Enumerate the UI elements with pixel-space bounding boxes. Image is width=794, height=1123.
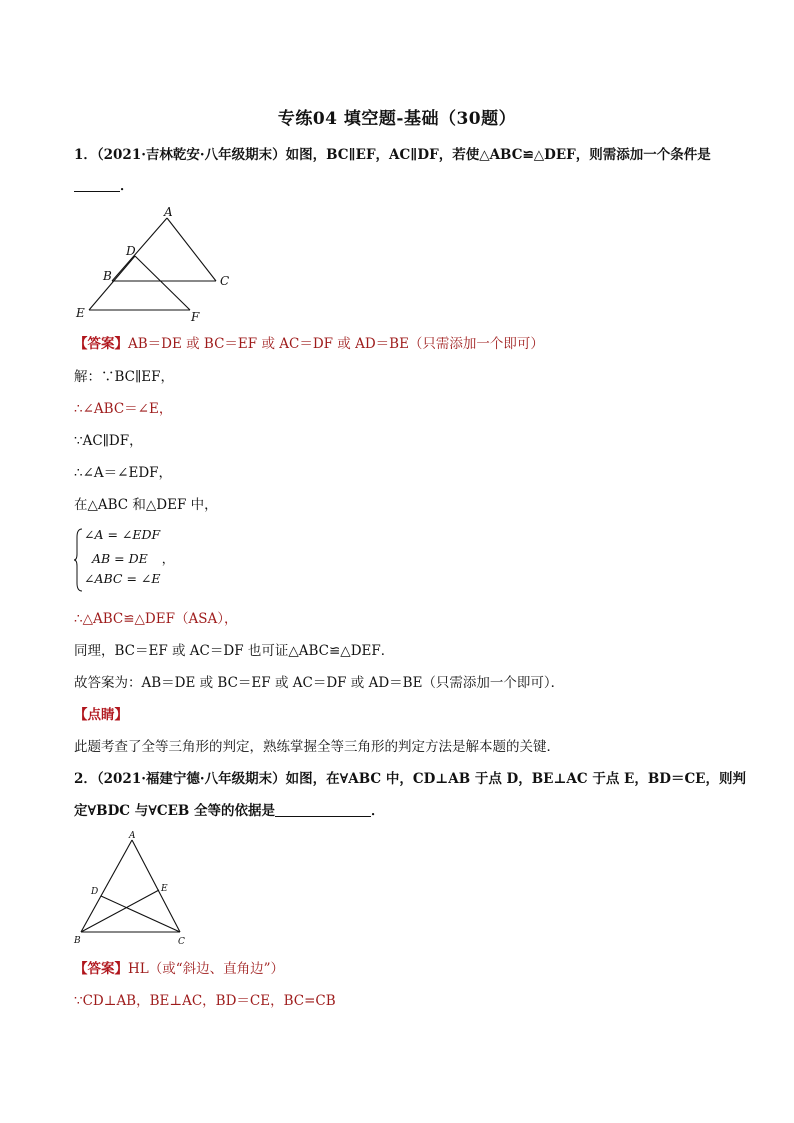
q1-system-row-2-text: AB = DE bbox=[92, 551, 148, 566]
q1-system-comma: ， bbox=[161, 551, 175, 566]
q1-fig-label-d: D bbox=[126, 244, 136, 258]
q1-equation-system bbox=[74, 527, 214, 593]
q1-answer-tag: 【答案】 bbox=[74, 336, 128, 352]
q1-comment-tag: 【点睛】 bbox=[74, 707, 128, 723]
q1-fig-label-f: F bbox=[191, 310, 200, 324]
q2-fig-label-e: E bbox=[161, 884, 168, 894]
q2-solution-line: ∵CD⊥AB，BE⊥AC，BD＝CE，BC=CB bbox=[74, 993, 336, 1009]
q2-answer-blank bbox=[275, 802, 371, 817]
q2-answer-text: HL（或“斜边、直角边”） bbox=[128, 961, 285, 977]
q1-answer-text: AB＝DE 或 BC＝EF 或 AC＝DF 或 AD＝BE（只需添加一个即可） bbox=[128, 336, 544, 352]
q2-fig-label-a: A bbox=[129, 831, 136, 841]
page-title: 专练04 填空题-基础（30题） bbox=[277, 109, 517, 129]
q1-stem-line1: 1．（2021·吉林乾安·八年级期末）如图，BC∥EF，AC∥DF，若使△ABC≌△DEF，则需添加一个条件是 bbox=[74, 147, 711, 163]
q2-figure bbox=[70, 828, 200, 950]
q1-fig-label-e: E bbox=[76, 306, 85, 320]
q1-answer-blank bbox=[74, 177, 120, 192]
q1-stem-line2 bbox=[74, 176, 134, 196]
q2-stem-period: ． bbox=[371, 803, 385, 819]
q2-stem-line2-text: 定∀BDC 与∀CEB 全等的依据是 bbox=[74, 803, 276, 819]
q1-similarly: 同理，BC＝EF 或 AC＝DF 也可证△ABC≌△DEF． bbox=[74, 643, 395, 659]
q2-stem-line2 bbox=[74, 801, 385, 821]
q1-system-row-2 bbox=[92, 549, 174, 567]
q1-solution-line-4: ∴∠A＝∠EDF， bbox=[74, 465, 173, 481]
q1-system-row-1: ∠A = ∠EDF bbox=[84, 527, 161, 542]
q2-answer-line bbox=[74, 959, 284, 979]
q2-fig-label-b: B bbox=[74, 936, 81, 946]
q1-comment: 此题考查了全等三角形的判定，熟练掌握全等三角形的判定方法是解本题的关键． bbox=[74, 739, 560, 755]
q1-solution-line-3: ∵AC∥DF， bbox=[74, 433, 143, 449]
q2-answer-tag: 【答案】 bbox=[74, 961, 128, 977]
q2-stem-line1: 2．（2021·福建宁德·八年级期末）如图，在∀ABC 中，CD⊥AB 于点 D，BE⊥AC 于点 E，BD＝CE，则判 bbox=[74, 771, 746, 787]
q1-stem-period: ． bbox=[120, 178, 134, 194]
q1-fig-label-b: B bbox=[103, 269, 112, 283]
q2-fig-label-c: C bbox=[178, 937, 185, 947]
q1-fig-label-c: C bbox=[220, 274, 230, 288]
q1-figure bbox=[70, 204, 240, 324]
q1-solution-line-1: 解：∵BC∥EF， bbox=[74, 369, 174, 385]
q1-answer-line bbox=[74, 334, 544, 354]
q1-fig-label-a: A bbox=[164, 205, 173, 219]
q1-solution-line-5: 在△ABC 和△DEF 中， bbox=[74, 497, 218, 513]
q1-system-row-3: ∠ABC = ∠E bbox=[84, 571, 161, 586]
q2-fig-label-d: D bbox=[91, 887, 99, 897]
q1-final-answer: 故答案为：AB＝DE 或 BC＝EF 或 AC＝DF 或 AD＝BE（只需添加一个即可）． bbox=[74, 675, 565, 691]
q1-solution-line-2: ∴∠ABC＝∠E， bbox=[74, 401, 173, 417]
brace-icon bbox=[74, 527, 84, 593]
q1-conclusion: ∴△ABC≌△DEF（ASA）， bbox=[74, 611, 238, 627]
